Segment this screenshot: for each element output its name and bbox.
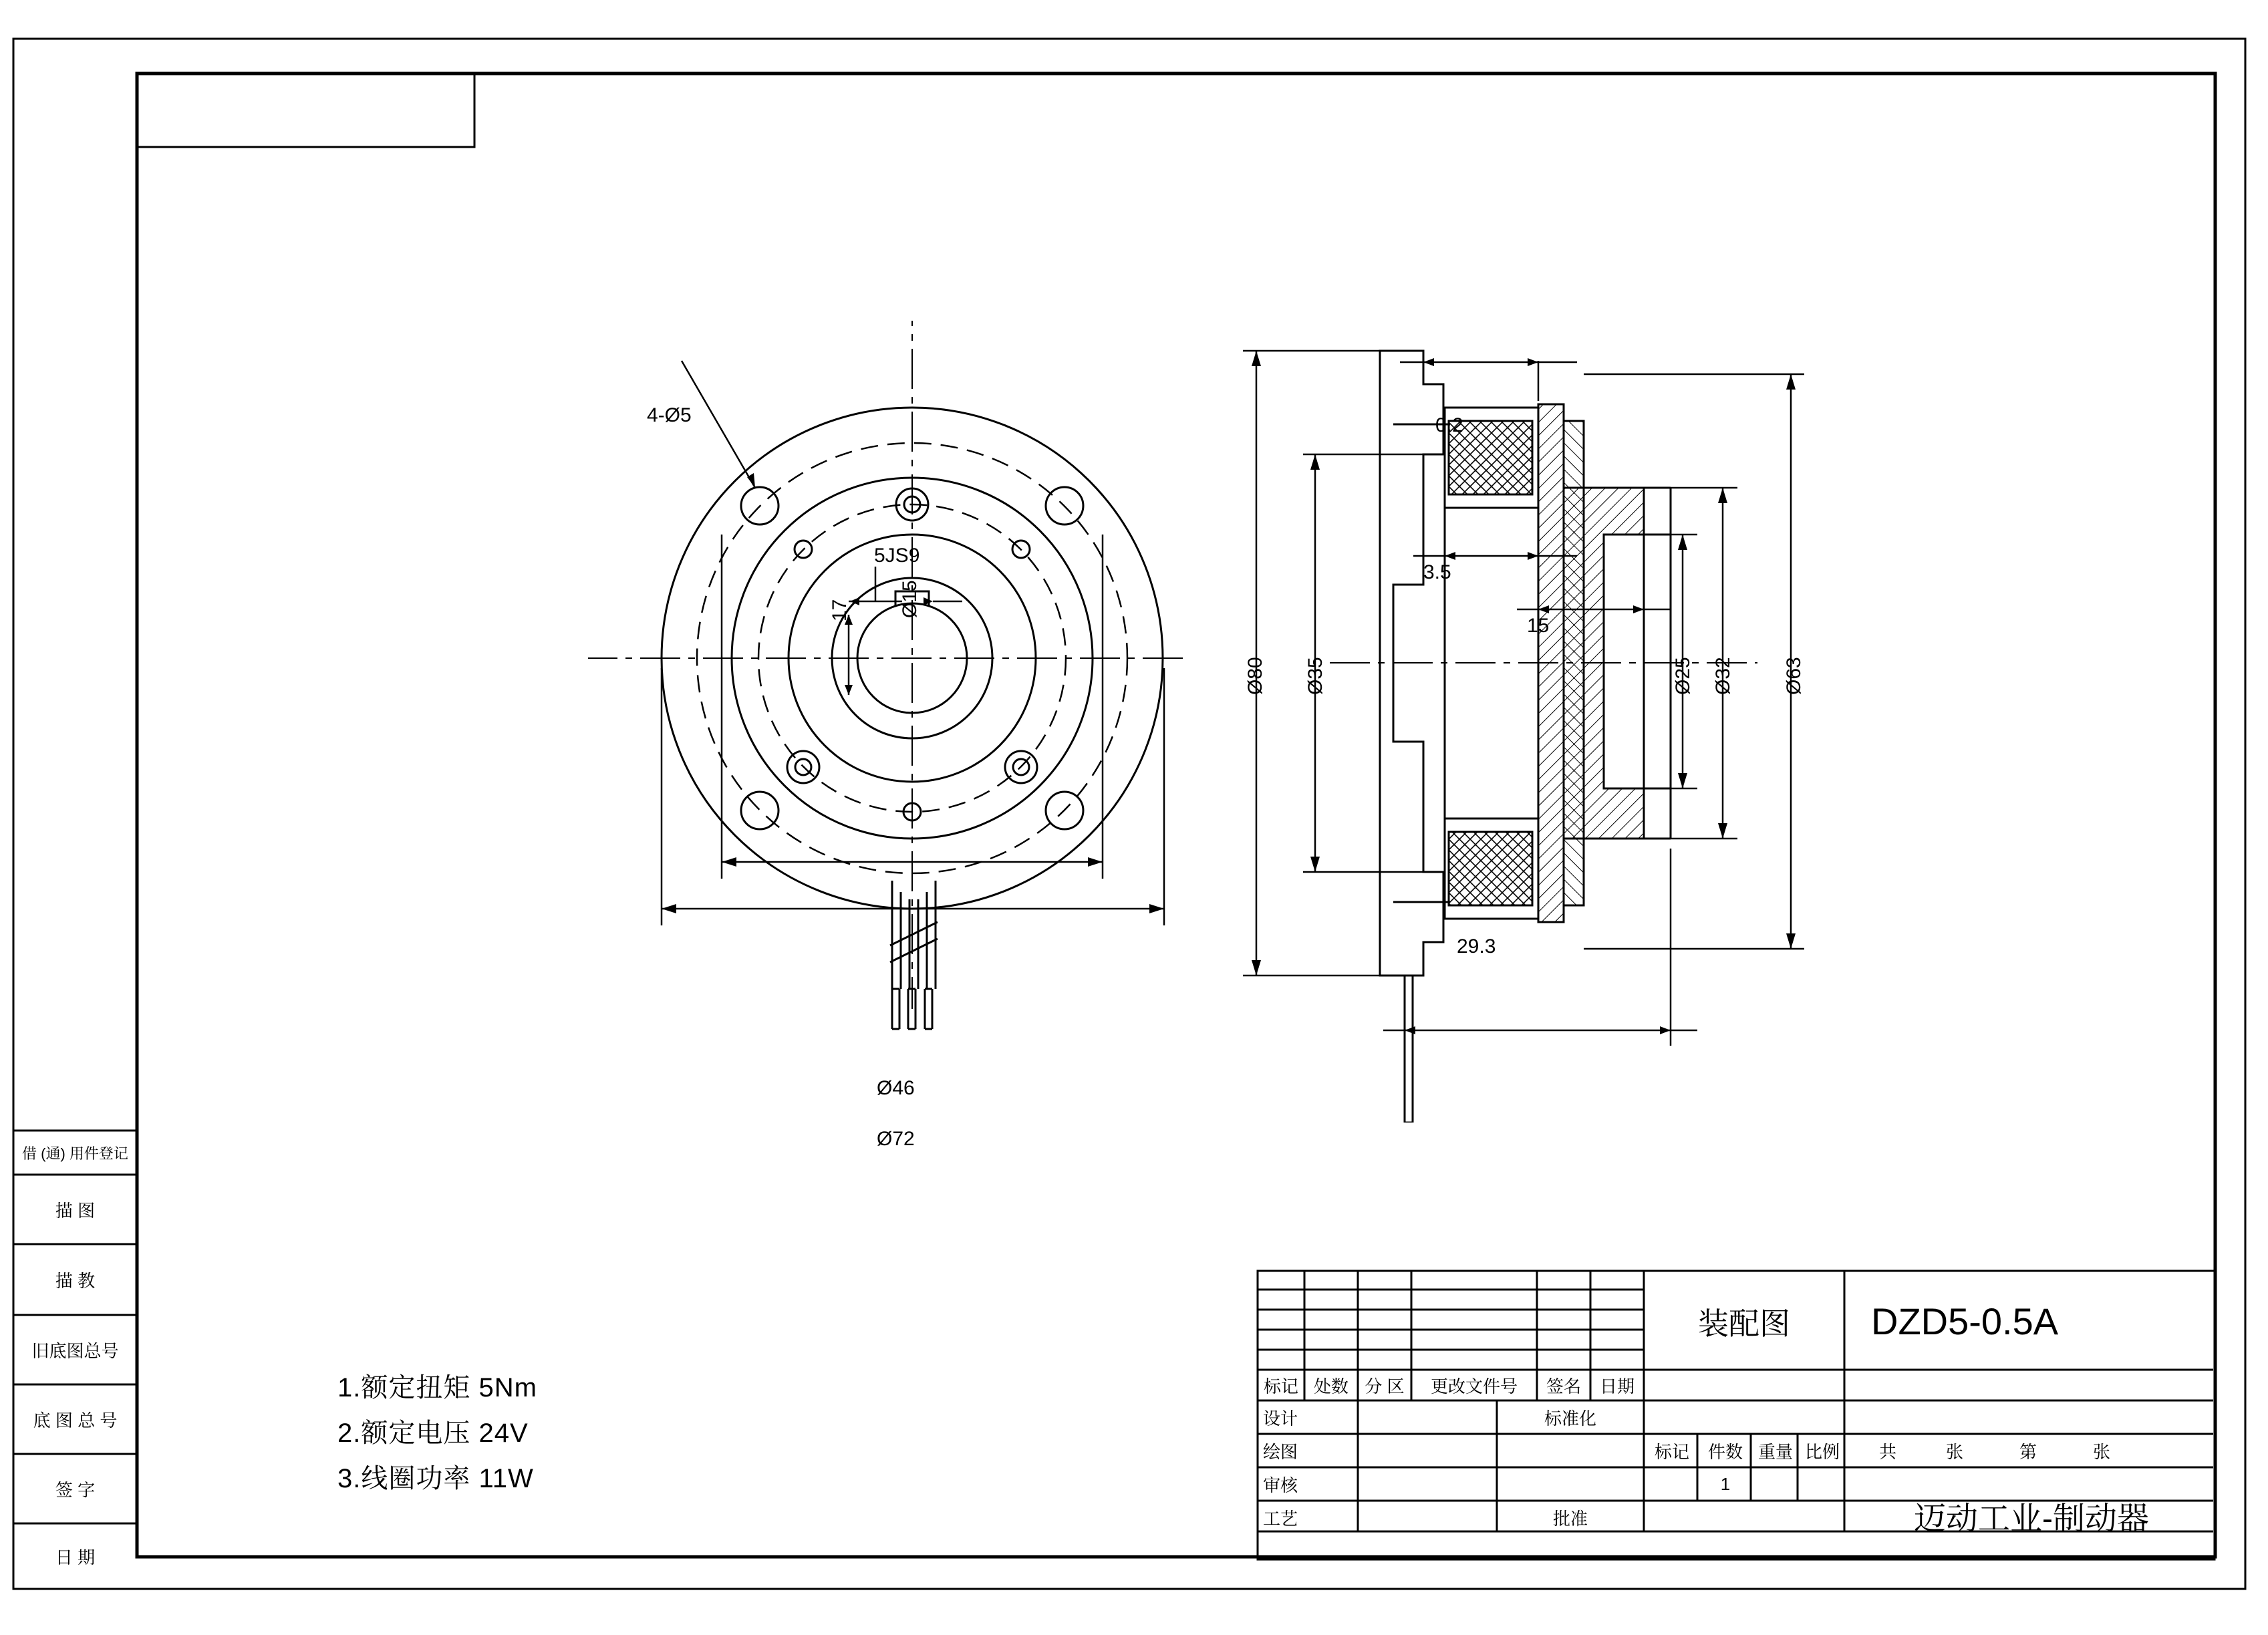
qty-header-1: 件数 (1707, 1441, 1743, 1462)
assembly-label: 装配图 (1698, 1306, 1790, 1341)
rev-header-5: 日期 (1599, 1376, 1635, 1396)
rev-header-3: 更改文件号 (1430, 1376, 1518, 1396)
dim-17: 17 (829, 599, 851, 621)
dim-dia32: Ø32 (1712, 657, 1734, 695)
dim-dia35: Ø35 (1304, 657, 1326, 695)
rev-header-2: 分 区 (1365, 1376, 1405, 1396)
margin-block-label: 底 图 总 号 (33, 1410, 118, 1431)
dim-29-3: 29.3 (1457, 935, 1496, 957)
qty-header-0: 标记 (1654, 1441, 1689, 1462)
row-mid-approval: 批准 (1552, 1508, 1588, 1529)
sheet-text-1: 张 (1945, 1441, 1963, 1462)
qty-value-1: 1 (1720, 1473, 1731, 1494)
note-line-3: 3.线圈功率 11W (337, 1464, 534, 1493)
dim-0-2: 0.2 (1435, 414, 1463, 436)
margin-block-label: 借 (通) 用件登记 (22, 1145, 128, 1162)
rev-header-0: 标记 (1263, 1376, 1298, 1396)
margin-block-4 (13, 1384, 137, 1454)
margin-block-label: 描 教 (55, 1270, 96, 1291)
margin-block-0 (13, 1131, 137, 1175)
dim-dia46: Ø46 (877, 1077, 915, 1099)
sheet-text-3: 张 (2092, 1441, 2110, 1462)
note-line-2: 2.额定电压 24V (337, 1419, 529, 1448)
qty-header-2: 重量 (1757, 1441, 1793, 1462)
margin-block-2 (13, 1244, 137, 1315)
row-label-process: 工艺 (1263, 1508, 1298, 1529)
dim-5js9: 5JS9 (874, 545, 920, 567)
part-number: DZD5-0.5A (1871, 1300, 2059, 1342)
section-view (1230, 321, 1831, 1123)
sheet-text-0: 共 (1878, 1441, 1896, 1462)
dim-dia15: Ø15 (899, 580, 921, 618)
dim-dia80: Ø80 (1244, 657, 1266, 695)
sheet-text-2: 第 (2019, 1441, 2037, 1462)
dim-dia72: Ø72 (877, 1128, 915, 1150)
dim-dia25: Ø25 (1672, 657, 1694, 695)
row-label-drawing: 绘图 (1263, 1441, 1298, 1462)
rev-header-4: 签名 (1546, 1376, 1581, 1396)
margin-block-label: 日 期 (55, 1547, 96, 1568)
row-mid-standardization: 标准化 (1544, 1408, 1596, 1429)
note-line-1: 1.额定扭矩 5Nm (337, 1373, 537, 1402)
rev-header-1: 处数 (1313, 1376, 1349, 1396)
margin-block-label: 签 字 (55, 1479, 96, 1500)
qty-header-3: 比例 (1804, 1441, 1840, 1462)
row-label-design: 设计 (1263, 1408, 1298, 1429)
margin-block-label: 描 图 (55, 1200, 96, 1221)
margin-block-1 (13, 1175, 137, 1244)
dim-dia63: Ø63 (1783, 657, 1805, 695)
row-label-review: 审核 (1263, 1475, 1298, 1495)
front-view (588, 321, 1189, 1189)
company-line: 迈动工业-制动器 (1914, 1501, 2149, 1537)
margin-block-label: 旧底图总号 (31, 1340, 119, 1361)
margin-block-3 (13, 1315, 137, 1384)
dim-4-dia5: 4-Ø5 (647, 404, 692, 426)
margin-block-5 (13, 1454, 137, 1523)
dim-15: 15 (1527, 615, 1550, 637)
margin-block-6 (13, 1523, 137, 1589)
dim-3-5: 3.5 (1423, 561, 1451, 583)
